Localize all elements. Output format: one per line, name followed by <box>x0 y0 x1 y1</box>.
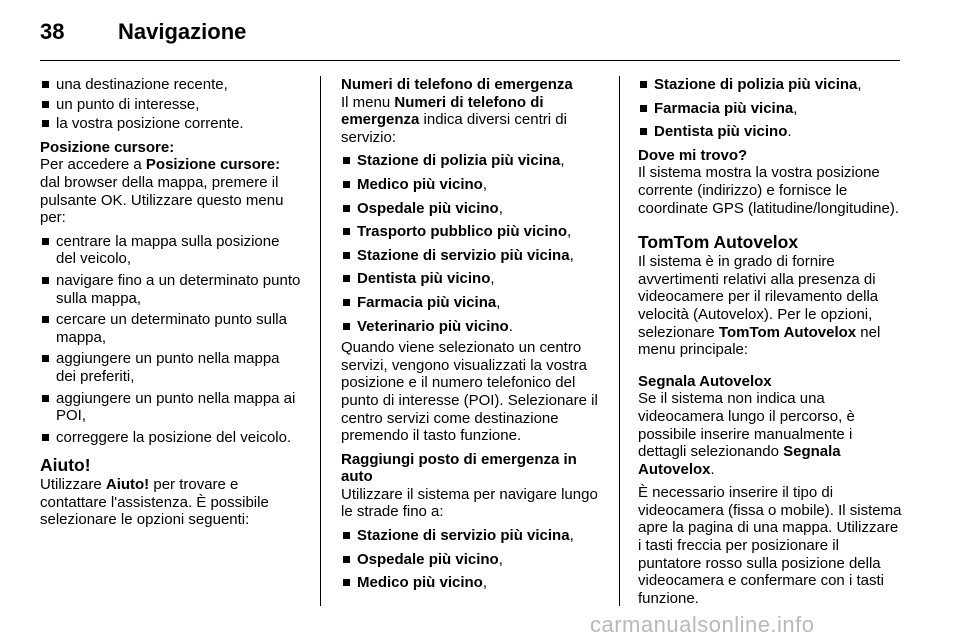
list-item: aggiungere un punto nella mappa dei preferiti, <box>40 350 302 385</box>
section-heading-raggiungi: Raggiungi posto di emergenza in auto <box>341 450 577 486</box>
list-item: aggiungere un punto nella mappa ai POI, <box>40 390 302 425</box>
column-divider-1 <box>320 76 321 606</box>
paragraph: Il sistema è in grado di fornire avvertimenti relativi alla presenza di videocamere per il rilevamento della velocità (Autovelox). Per le opzioni, selezionare TomTom Autovelox nel menu principale: <box>638 253 881 359</box>
paragraph: Per accedere a Posizione cursore: dal browser della mappa, premere il pulsante OK. Utilizzare questo menu per: <box>40 156 284 227</box>
list-item: Dentista più vicino. <box>638 123 902 141</box>
list-item: cercare un determinato punto sulla mappa, <box>40 311 302 346</box>
list-item: un punto di interesse, <box>40 96 302 114</box>
destination-list <box>40 76 302 133</box>
list-item: la vostra posizione corrente. <box>40 115 302 133</box>
continued-centers-list <box>638 76 902 141</box>
page-number: 38 <box>40 19 65 44</box>
list-item: Stazione di polizia più vicina, <box>638 76 902 94</box>
paragraph: Il menu Numeri di telefono di emergenza indica diversi centri di servizio: <box>341 93 567 146</box>
paragraph: Il sistema mostra la vostra posizione corrente (indirizzo) e fornisce le coordinate GPS (latitudine/longitudine). <box>638 164 899 217</box>
column-divider-2 <box>619 76 620 606</box>
column-3 <box>638 76 902 607</box>
section-heading-dove: Dove mi trovo? <box>638 146 748 164</box>
list-item: Trasporto pubblico più vicino, <box>341 223 603 241</box>
section-heading-tomtom: TomTom Autovelox <box>638 232 799 253</box>
list-item: Ospedale più vicino, <box>341 200 603 218</box>
list-item: Dentista più vicino, <box>341 270 603 288</box>
paragraph: È necessario inserire il tipo di videocamera (fissa o mobile). Il sistema apre la pagina di una mappa. Utilizzare i tasti freccia per posizionare il puntatore rosso sulla posizione della videocamera e confermare con i tasti funzione. <box>638 484 902 607</box>
list-item: Stazione di servizio più vicina, <box>341 247 603 265</box>
list-item: Stazione di polizia più vicina, <box>341 152 603 170</box>
list-item: Stazione di servizio più vicina, <box>341 527 603 545</box>
list-item: correggere la posizione del veicolo. <box>40 429 302 447</box>
list-item: Medico più vicino, <box>341 574 603 592</box>
section-heading-aiuto: Aiuto! <box>40 455 91 476</box>
list-item: Farmacia più vicina, <box>638 100 902 118</box>
paragraph: Utilizzare il sistema per navigare lungo le strade fino a: <box>341 485 598 521</box>
section-heading-emergenza: Numeri di telefono di emergenza <box>341 76 573 93</box>
section-heading-segnala: Segnala Autovelox <box>638 372 772 390</box>
paragraph: Se il sistema non indica una videocamera lungo il percorso, è possibile inserire manualmente i dettagli selezionando Segnala Autovelox. <box>638 390 855 478</box>
page-title: Navigazione <box>118 19 247 44</box>
road-destinations-list <box>341 527 603 592</box>
page-header <box>40 18 900 58</box>
watermark: carmanualsonline.info <box>590 612 815 637</box>
list-item: Farmacia più vicina, <box>341 294 603 312</box>
list-item: una destinazione recente, <box>40 76 302 94</box>
emergency-centers-list <box>341 152 603 335</box>
list-item: navigare fino a un determinato punto sulla mappa, <box>40 272 302 307</box>
paragraph: Quando viene selezionato un centro servizi, vengono visualizzati la vostra posizione e il numero telefonico del punto di interesse (POI). Selezionare il centro servizi come destinazione premendo il tasto funzione. <box>341 339 598 445</box>
section-heading-posizione: Posizione cursore: <box>40 138 175 156</box>
column-1 <box>40 76 302 529</box>
column-2 <box>341 76 603 596</box>
list-item: centrare la mappa sulla posizione del veicolo, <box>40 233 302 268</box>
header-rule <box>40 60 900 61</box>
list-item: Medico più vicino, <box>341 176 603 194</box>
list-item: Veterinario più vicino. <box>341 318 603 336</box>
cursor-options-list <box>40 233 302 447</box>
list-item: Ospedale più vicino, <box>341 551 603 569</box>
paragraph: Utilizzare Aiuto! per trovare e contattare l'assistenza. È possibile selezionare le opzioni seguenti: <box>40 476 269 529</box>
